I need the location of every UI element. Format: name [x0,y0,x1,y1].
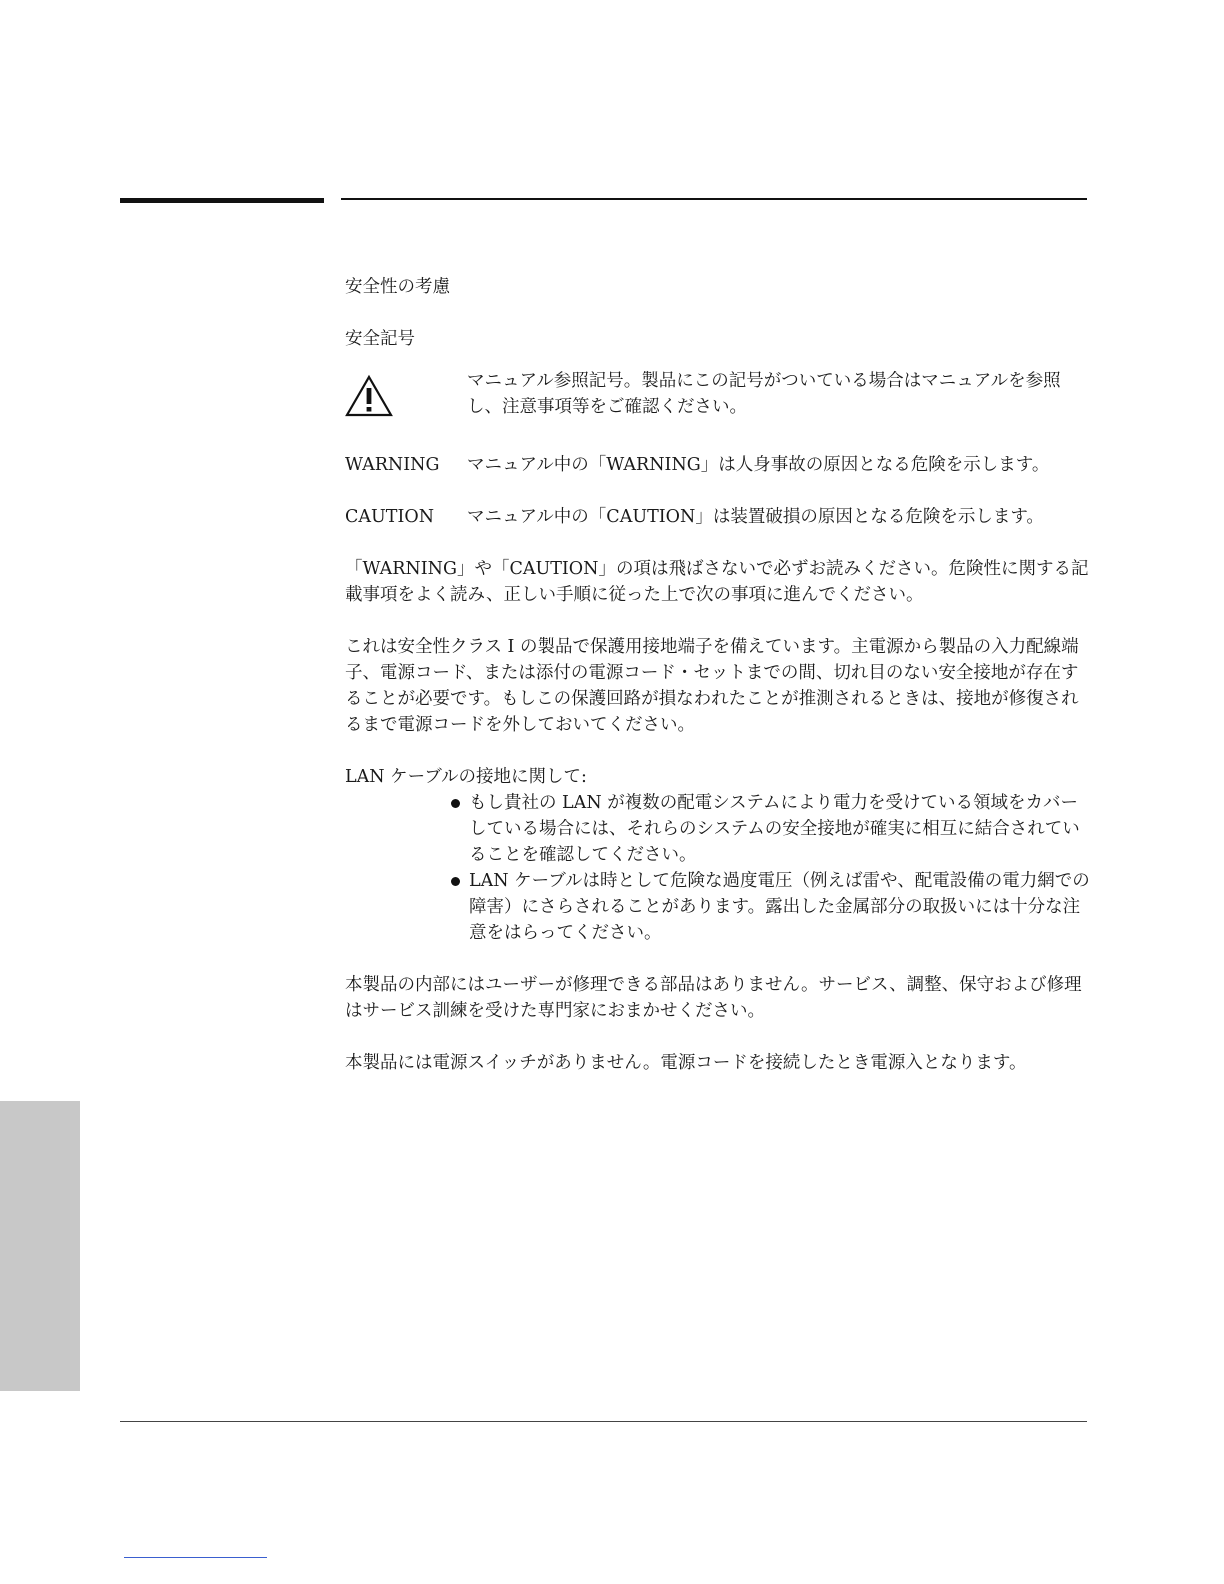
side-tab-marker [0,1101,80,1391]
bullet-icon [451,799,460,808]
manual-symbol-row [345,368,1090,426]
caution-description: マニュアル中の「CAUTION」は装置破損の原因となる危険を示します。 [467,507,1044,527]
lan-heading: LAN ケーブルの接地に関して: [345,767,587,787]
service-paragraph: 本製品の内部にはユーザーが修理できる部品はありません。サービス、調整、保守および修理はサービス訓練を受けた専門家におまかせください。 [345,975,1082,1021]
header-rule-thin [341,198,1087,200]
list-item [451,790,1090,868]
list-item [451,868,1090,946]
page-content [345,274,1090,1076]
section-subheading: 安全記号 [345,329,415,349]
section-heading: 安全性の考慮 [345,277,450,297]
warning-definition [345,452,1090,478]
manual-symbol-description: マニュアル参照記号。製品にこの記号がついている場合はマニュアルを参照し、注意事項等をご確認ください。 [467,371,1061,417]
footer-link-underline [124,1557,267,1558]
grounding-paragraph: これは安全性クラス I の製品で保護用接地端子を備えています。主電源から製品の入力配線端子、電源コード、または添付の電源コード・セットまでの間、切れ目のない安全接地が存在することが必要です。もしこの保護回路が損なわれたことが推測されるときは、接地が修復されるまで電源コードを外しておいてください。 [345,637,1079,735]
lan-bullet-list [345,790,1090,946]
caution-definition [345,504,1090,530]
warning-term: WARNING [345,455,440,475]
list-item-text: LAN ケーブルは時として危険な過度電圧（例えば雷や、配電設備の電力網での障害）にさらされることがあります。露出した金属部分の取扱いには十分な注意をはらってください。 [469,871,1090,943]
warning-triangle-icon [345,368,467,426]
footer-rule [120,1421,1087,1422]
bullet-icon [451,877,460,886]
read-warnings-paragraph: 「WARNING」や「CAUTION」の項は飛ばさないで必ずお読みください。危険性に関する記載事項をよく読み、正しい手順に従った上で次の事項に進んでください。 [345,559,1089,605]
header-rule-thick [120,198,324,203]
list-item-text: もし貴社の LAN が複数の配電システムにより電力を受けている領域をカバーしている場合には、それらのシステムの安全接地が確実に相互に結合されていることを確認してください。 [469,793,1080,865]
warning-description: マニュアル中の「WARNING」は人身事故の原因となる危険を示します。 [467,455,1050,475]
caution-term: CAUTION [345,507,435,527]
power-paragraph: 本製品には電源スイッチがありません。電源コードを接続したとき電源入となります。 [345,1053,1027,1073]
